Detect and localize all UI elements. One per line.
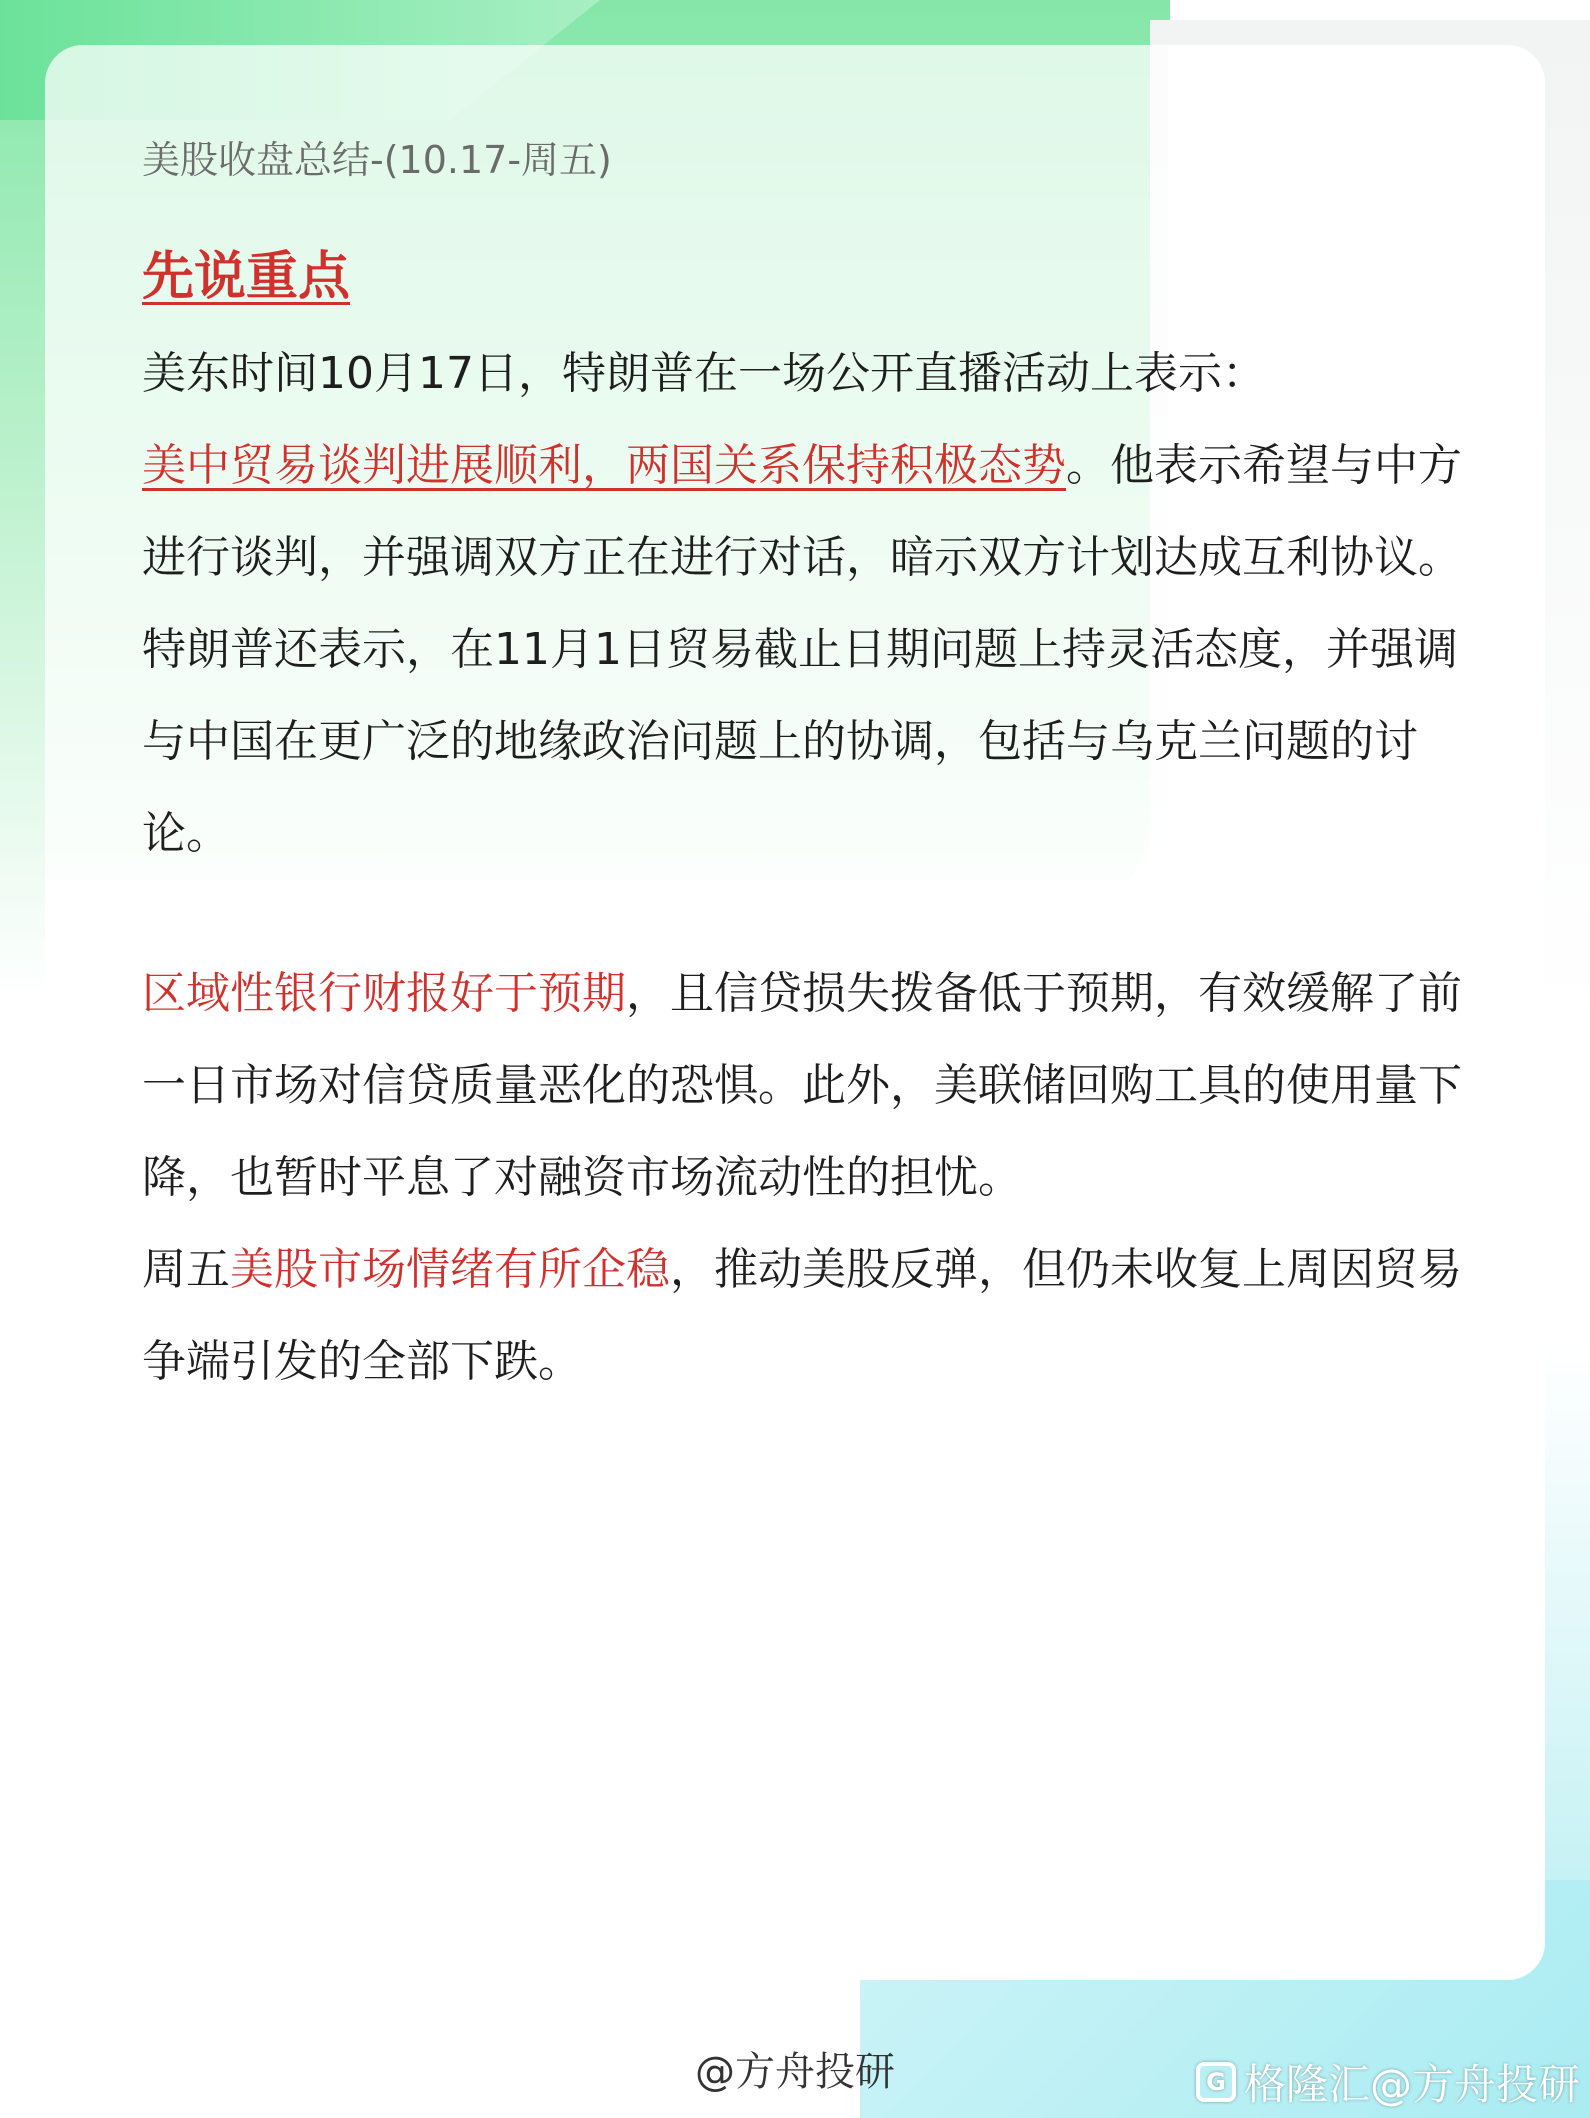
section-heading: 先说重点 bbox=[142, 247, 351, 307]
watermark bbox=[1196, 2052, 1580, 2112]
gelonghui-logo-icon: G bbox=[1196, 2062, 1236, 2102]
article-body bbox=[142, 130, 1462, 1408]
paragraph-body-text: ，且信贷损失拨备低于预期，有效缓解了前一日市场对信贷质量恶化的恐惧。此外，美联储回购工具的使用量下降，也暂时平息了对融资市场流动性的担忧。 bbox=[142, 968, 1462, 1203]
author-handle: @方舟投研 bbox=[695, 2049, 895, 2095]
paragraph-trade-talks bbox=[142, 328, 1462, 880]
paragraph-body-text: 。他表示希望与中方进行谈判，并强调双方正在进行对话，暗示双方计划达成互利协议。特朗普还表示，在11月1日贸易截止日期问题上持灵活态度，并强调与中国在更广泛的地缘政治问题上的协调，包括与乌克兰问题的讨论。 bbox=[142, 440, 1462, 859]
paragraph-market-sentiment bbox=[142, 1224, 1462, 1408]
article-subtitle: 美股收盘总结-(10.17-周五) bbox=[142, 138, 612, 182]
paragraph-regional-banks bbox=[142, 948, 1462, 1224]
paragraph-prefix-text: 周五 bbox=[142, 1244, 230, 1295]
highlight-bank-earnings: 区域性银行财报好于预期 bbox=[142, 968, 626, 1019]
paragraph-intro-text: 美东时间10月17日，特朗普在一场公开直播活动上表示： bbox=[142, 348, 1266, 399]
paragraph-body-text: ，推动美股反弹，但仍未收复上周因贸易争端引发的全部下跌。 bbox=[142, 1244, 1462, 1387]
highlight-market-sentiment: 美股市场情绪有所企稳 bbox=[230, 1244, 670, 1295]
watermark-text: 格隆汇@方舟投研 bbox=[1243, 2060, 1580, 2109]
highlight-trade-progress: 美中贸易谈判进展顺利，两国关系保持积极态势 bbox=[142, 440, 1066, 491]
